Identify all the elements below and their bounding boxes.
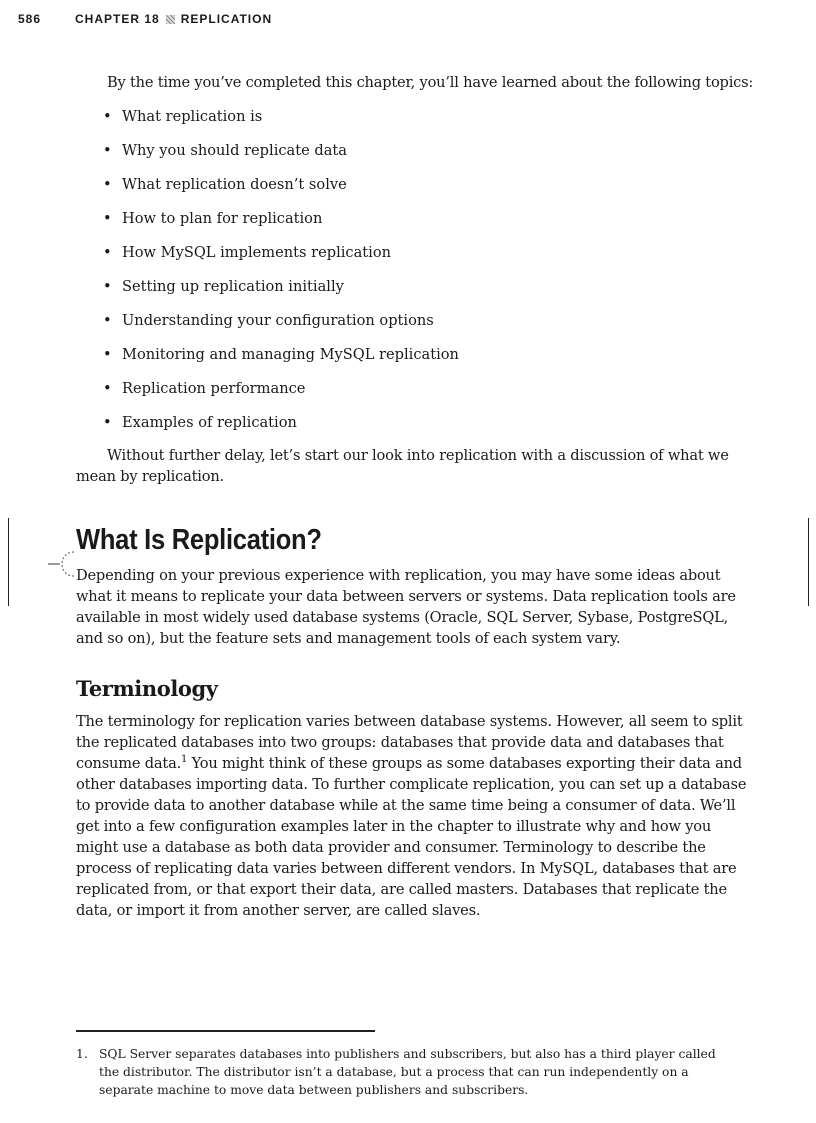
bullet-icon: • [103,244,112,261]
list-item: • Replication performance [103,378,459,412]
footnote-text: SQL Server separates databases into publishers and subscribers, but also has a third player called the distributor. The distributor isn’t a database, but a process that can run independently on a separate machine to move data between publishers and subscribers. [99,1047,716,1097]
separator-square-icon [166,15,175,24]
thumb-index-mark-icon [46,548,80,580]
bullet-icon: • [103,312,112,329]
footnote-divider [76,1030,375,1032]
closing-paragraph: Without further delay, let’s start our look into replication with a discussion of what we mean by replication. [76,447,729,485]
section-label: REPLICATION [180,12,273,26]
margin-bar-left [8,518,9,606]
bullet-icon: • [103,176,112,193]
section-paragraph: Depending on your previous experience with replication, you may have some ideas about what it means to replicate your data between servers or systems. Data replication tools are available in most widely used database systems (Oracle, SQL Server, Sybase, PostgreSQL, and so on), but the feature sets and management tools of each system vary. [76,567,736,647]
subsection-heading: Terminology [76,676,218,701]
topics-list [103,106,459,446]
list-item: • Monitoring and managing MySQL replication [103,344,459,378]
list-item: • How MySQL implements replication [103,242,459,276]
page-number: 586 [18,12,42,26]
bullet-icon: • [103,346,112,363]
list-item: • Setting up replication initially [103,276,459,310]
bullet-icon: • [103,278,112,295]
chapter-title [75,12,272,26]
bullet-icon: • [103,210,112,227]
list-item: • Understanding your configuration options [103,310,459,344]
footnote [76,1045,736,1099]
section-heading: What Is Replication? [76,524,322,556]
margin-bar-right [808,518,809,606]
bullet-icon: • [103,142,112,159]
list-item: • Why you should replicate data [103,140,459,174]
list-item: • How to plan for replication [103,208,459,242]
list-item: • Examples of replication [103,412,459,446]
intro-paragraph: By the time you’ve completed this chapter, you’ll have learned about the following topics: [107,74,754,91]
footnote-number: 1. [76,1047,88,1061]
terminology-paragraph: The terminology for replication varies between database systems. However, all seem to split the replicated databases into two groups: databases that provide data and databases that consume data.$^1$ You might think of these groups as some databases exporting their data and other databases importing data. To further complicate replication, you can set up a database to provide data to another database while at the same time being a consumer of data. We’ll get into a few configuration examples later in the chapter to illustrate why and how you might use a database as both data provider and consumer. Terminology to describe the process of replicating data varies between different vendors. In MySQL, databases that are replicated from, or that export their data, are called masters. Databases that replicate the data, or import it from another server, are called slaves. [76,713,747,919]
list-item: • What replication doesn’t solve [103,174,459,208]
footnote-reference: 1 [181,754,188,765]
list-item: • What replication is [103,106,459,140]
bullet-icon: • [103,108,112,125]
chapter-label: CHAPTER 18 [75,12,160,26]
bullet-icon: • [103,380,112,397]
bullet-icon: • [103,414,112,431]
